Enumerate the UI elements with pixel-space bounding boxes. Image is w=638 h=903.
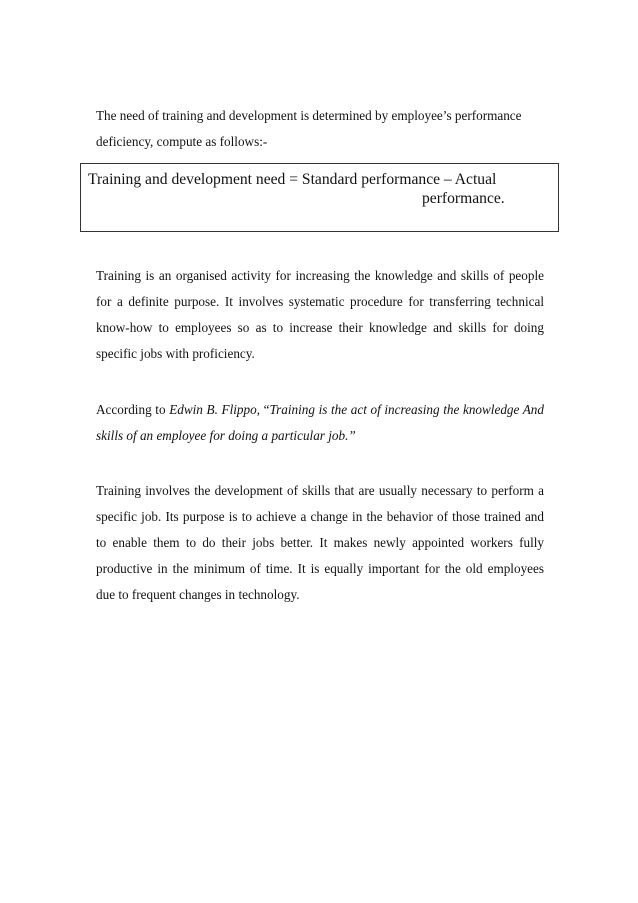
formula-box [80, 163, 559, 232]
training-purpose-paragraph: Training involves the development of skills that are usually necessary to perform a specific job. Its purpose is to achieve a change in the behavior of those trained and to enable them to do their jobs better. It makes newly appointed workers fully productive in the minimum of time. It is equally important for the old employees due to frequent changes in technology. [96, 483, 544, 602]
quote-prefix: According to [96, 402, 170, 417]
quote-separator: , “ [256, 402, 270, 417]
formula-line-2: performance. [422, 190, 505, 207]
quote-text: Training is the act of increasing the knowledge And skills of an employee for doing a particular job.” [96, 402, 544, 443]
quote-author: Edwin B. Flippo [169, 402, 257, 417]
intro-text: The need of training and development is determined by employee’s performance deficiency, compute as follows:- [96, 108, 522, 149]
flippo-quote-paragraph [96, 397, 544, 449]
formula-line-1: Training and development need = Standard performance – Actual [88, 171, 497, 188]
training-definition-paragraph: Training is an organised activity for increasing the knowledge and skills of people for a definite purpose. It involves systematic procedure for transferring technical know-how to employees so as to increase their knowledge and skills for doing specific jobs with proficiency. [96, 268, 544, 361]
